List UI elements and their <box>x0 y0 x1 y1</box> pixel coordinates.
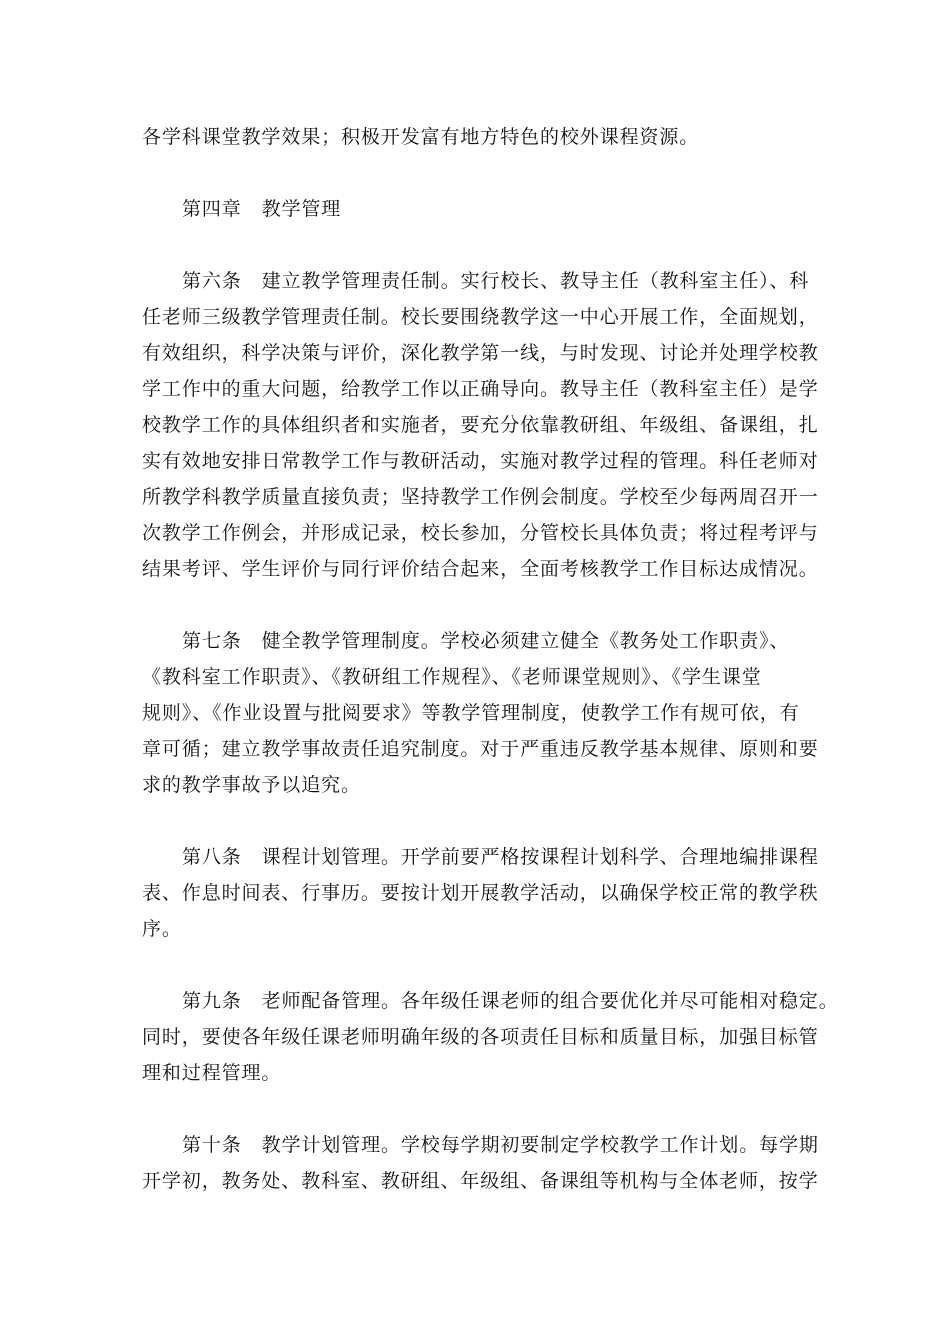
article-7-first-line: 第七条 健全教学管理制度。学校必须建立健全《教务处工作职责》、 <box>182 630 790 652</box>
text-line: 开学初，教务处、教科室、教研组、年级组、备课组等机构与全体老师，按学 <box>142 1170 819 1192</box>
text-line: 规则》、《作业设置与批阅要求》等教学管理制度，使教学工作有规可依，有 <box>142 702 800 724</box>
text-line: 各学科课堂教学效果；积极开发富有地方特色的校外课程资源。 <box>142 126 700 148</box>
chapter-heading: 第四章 教学管理 <box>182 198 342 220</box>
article-10-first-line: 第十条 教学计划管理。学校每学期初要制定学校教学工作计划。每学期 <box>182 1134 819 1156</box>
text-line: 学工作中的重大问题，给教学工作以正确导向。教导主任（教科室主任）是学 <box>142 378 819 400</box>
text-line: 序。 <box>142 918 182 940</box>
text-line: 结果考评、学生评价与同行评价结合起来，全面考核教学工作目标达成情况。 <box>142 558 819 580</box>
article-9-first-line: 第九条 老师配备管理。各年级任课老师的组合要优化并尽可能相对稳定。 <box>182 990 839 1012</box>
text-line: 实有效地安排日常教学工作与教研活动，实施对教学过程的管理。科任老师对 <box>142 450 819 472</box>
text-line: 理和过程管理。 <box>142 1062 282 1084</box>
text-line: 校教学工作的具体组织者和实施者，要充分依靠教研组、年级组、备课组，扎 <box>142 414 819 436</box>
text-line: 同时，要使各年级任课老师明确年级的各项责任目标和质量目标，加强目标管 <box>142 1026 819 1048</box>
article-8-first-line: 第八条 课程计划管理。开学前要严格按课程计划科学、合理地编排课程 <box>182 846 819 868</box>
text-line: 有效组织，科学决策与评价，深化教学第一线，与时发现、讨论并处理学校教 <box>142 342 819 364</box>
text-line: 表、作息时间表、行事历。要按计划开展教学活动，以确保学校正常的教学秩 <box>142 882 819 904</box>
article-6-first-line: 第六条 建立教学管理责任制。实行校长、教导主任（教科室主任）、科 <box>182 270 810 292</box>
text-line: 求的教学事故予以追究。 <box>142 774 361 796</box>
text-line: 所教学科教学质量直接负责；坚持教学工作例会制度。学校至少每两周召开一 <box>142 486 819 508</box>
text-line: 任老师三级教学管理责任制。校长要围绕教学这一中心开展工作，全面规划， <box>142 306 819 328</box>
text-line: 章可循；建立教学事故责任追究制度。对于严重违反教学基本规律、原则和要 <box>142 738 819 760</box>
text-line: 《教科室工作职责》、《教研组工作规程》、《老师课堂规则》、《学生课堂 <box>142 666 762 688</box>
text-line: 次教学工作例会，并形成记录，校长参加，分管校长具体负责；将过程考评与 <box>142 522 819 544</box>
